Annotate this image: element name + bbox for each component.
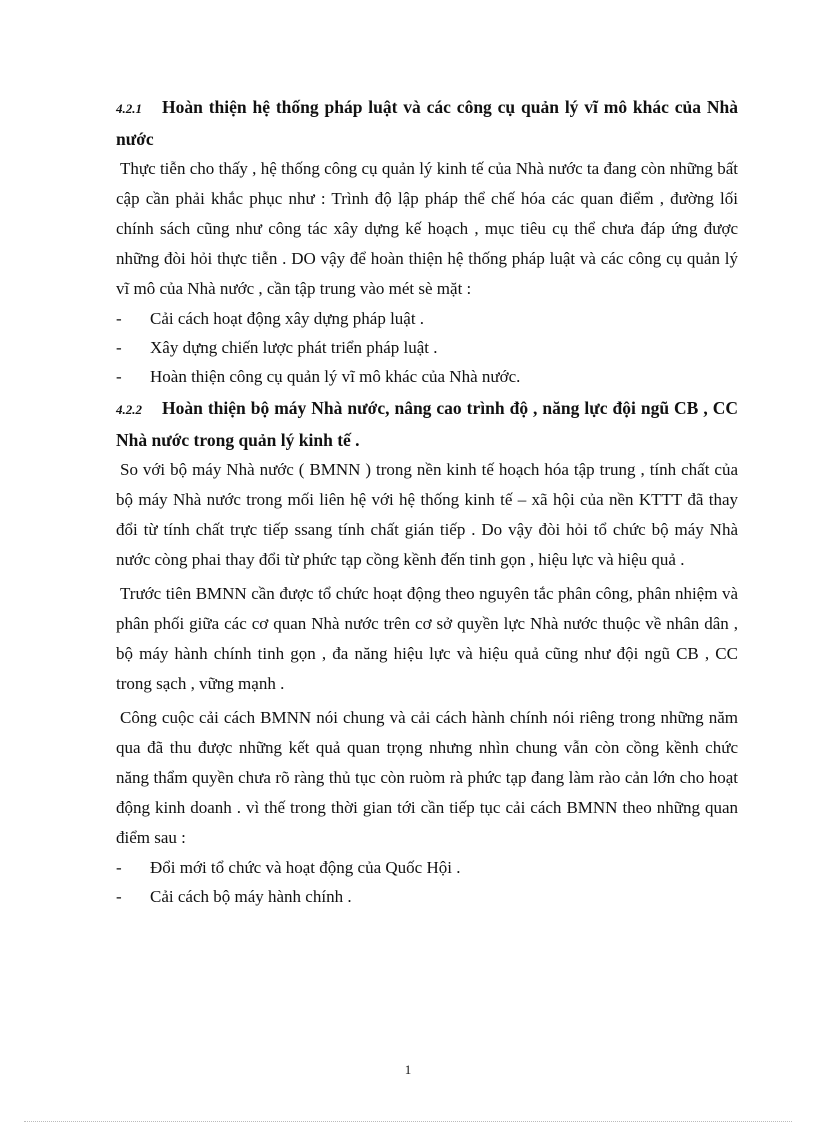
- bullet-list: [116, 304, 738, 391]
- list-item-text: Cải cách bộ máy hành chính .: [150, 887, 352, 906]
- list-item-text: Đổi mới tổ chức và hoạt động của Quốc Hội .: [150, 858, 461, 877]
- bullet-marker: -: [116, 887, 122, 906]
- list-item: [116, 853, 738, 882]
- page-bottom-divider: [24, 1121, 792, 1122]
- list-item-text: Xây dựng chiến lược phát triển pháp luật .: [150, 338, 438, 357]
- body-paragraph: Trước tiên BMNN cần được tổ chức hoạt động theo nguyên tắc phân công, phân nhiệm và phân phối giữa các cơ quan Nhà nước trên cơ sở quyền lực Nhà nước thuộc về nhân dân , bộ máy hành chính tinh gọn , đa năng hiệu lực và hiệu quả cũng như đội ngũ CB , CC trong sạch , vững mạnh .: [116, 584, 738, 693]
- bullet-list: [116, 853, 738, 911]
- bullet-marker: -: [116, 338, 122, 357]
- document-page: [116, 92, 738, 911]
- body-paragraph: So với bộ máy Nhà nước ( BMNN ) trong nền kinh tế hoạch hóa tập trung , tính chất của bộ máy Nhà nước trong mối liên hệ với hệ thống kinh tế – xã hội của nền KTTT đã thay đổi từ tính chất trực tiếp ssang tính chất gián tiếp . Do vậy đòi hỏi tổ chức bộ máy Nhà nước còng phai thay đổi từ phức tạp cồng kềnh đến tinh gọn , hiệu lực và hiệu quả .: [116, 460, 738, 569]
- page-number: 1: [404, 1062, 412, 1077]
- section-heading-4-2-2: [116, 393, 738, 455]
- body-paragraph: Công cuộc cải cách BMNN nói chung và cải cách hành chính nói riêng trong những năm qua đã thu được những kết quả quan trọng nhưng nhìn chung vẫn còn cồng kềnh chức năng thẩm quyền chưa rõ ràng thủ tục còn ruòm rà phức tạp đang làm rào cản lớn cho hoạt động kinh doanh . vì thế trong thời gian tới cần tiếp tục cải cách BMNN theo những quan điểm sau :: [116, 708, 738, 847]
- section-title: Hoàn thiện bộ máy Nhà nước, nâng cao trình độ , năng lực đội ngũ CB , CC Nhà nước trong quản lý kinh tế .: [116, 398, 738, 450]
- bullet-marker: -: [116, 367, 122, 386]
- list-item: [116, 362, 738, 391]
- bullet-marker: -: [116, 309, 122, 328]
- section-number: 4.2.1: [116, 101, 142, 116]
- body-paragraph: Thực tiễn cho thấy , hệ thống công cụ quản lý kinh tế của Nhà nước ta đang còn những bất cập cần phải khắc phục như : Trình độ lập pháp thể chế hóa các quan điểm , đường lối chính sách cũng như công tác xây dựng kế hoạch , mục tiêu cụ thể chưa đáp ứng được những đòi hỏi thực tiễn . DO vậy để hoàn thiện hệ thống pháp luật và các công cụ quản lý vĩ mô của Nhà nước , cần tập trung vào mét sè mặt :: [116, 159, 738, 298]
- list-item: [116, 333, 738, 362]
- section-heading-4-2-1: [116, 92, 738, 154]
- section-title: Hoàn thiện hệ thống pháp luật và các công cụ quản lý vĩ mô khác của Nhà nước: [116, 97, 738, 149]
- bullet-marker: -: [116, 858, 122, 877]
- list-item: [116, 882, 738, 911]
- list-item: [116, 304, 738, 333]
- section-number: 4.2.2: [116, 402, 142, 417]
- list-item-text: Hoàn thiện công cụ quản lý vĩ mô khác của Nhà nước.: [150, 367, 521, 386]
- list-item-text: Cải cách hoạt động xây dựng pháp luật .: [150, 309, 425, 328]
